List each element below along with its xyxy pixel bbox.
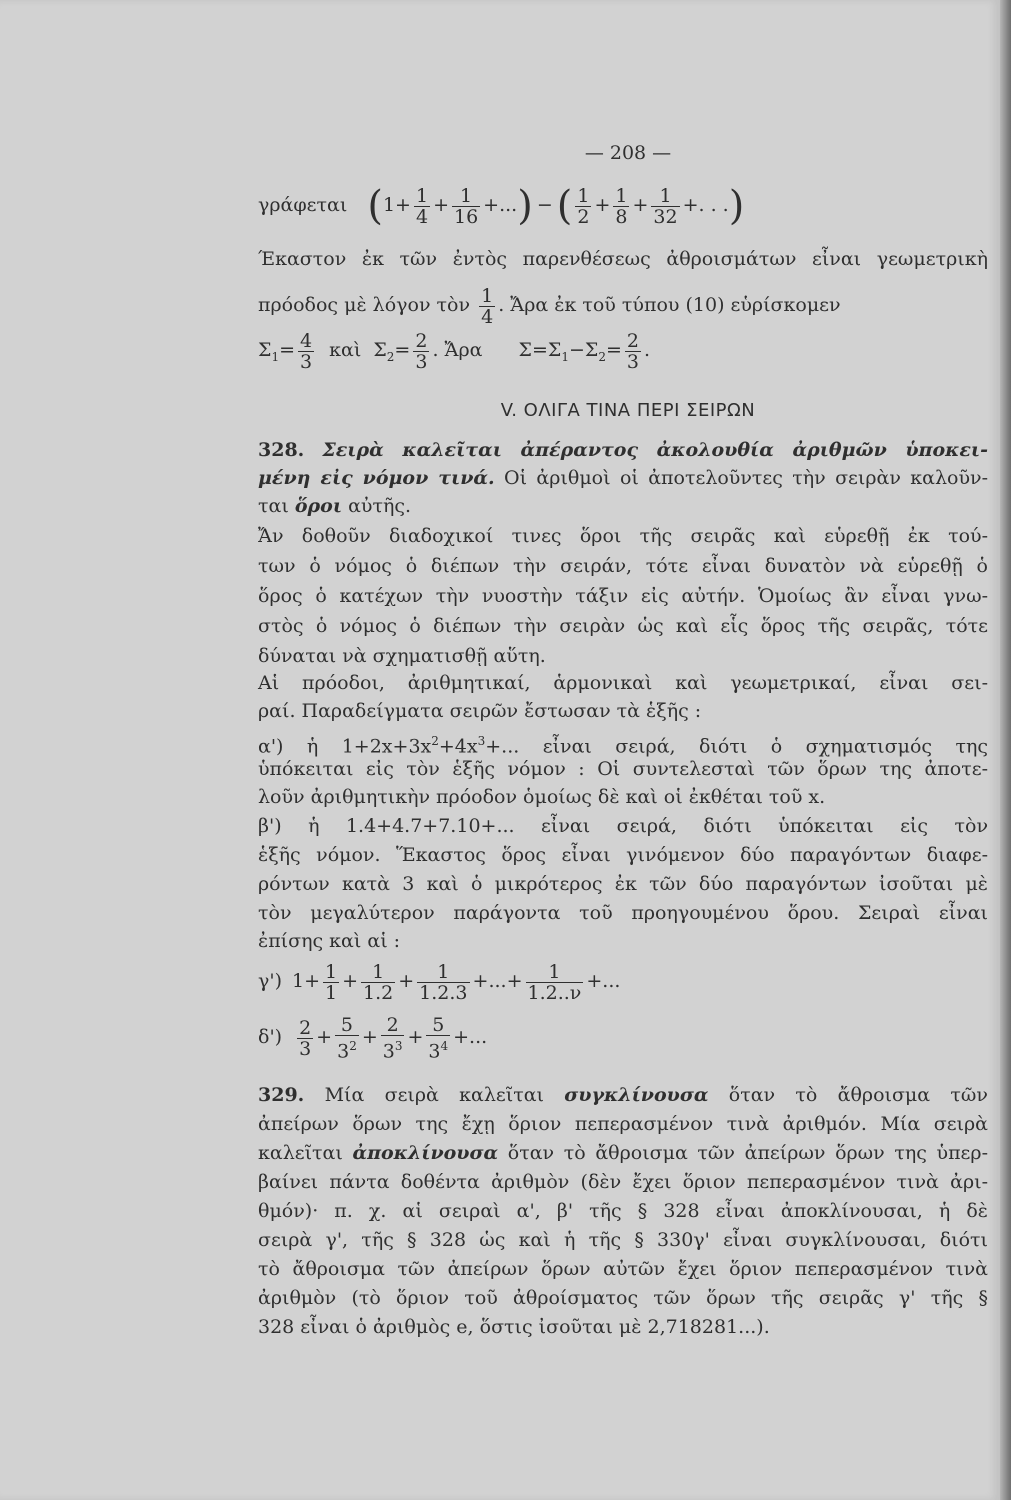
equation-sums-line: $\Sigma_1=$ $\frac{4}{3}$ καὶ $\Sigma_2=$ $\frac{2}{3}$ . Ἄρα $\Sigma=\Sigma_1-\Sigma_2=$ $\frac{2}{3}$ . xyxy=(258,329,651,373)
fraction: $\frac{1}{1}$ xyxy=(325,960,338,1004)
equation-ratio-line: πρόοδος μὲ λόγον τὸν $\frac{1}{4}$ . Ἄρα ἐκ τοῦ τύπου (10) εὑρίσκομεν xyxy=(258,284,841,328)
page-edge xyxy=(1000,0,1011,1500)
text-line: βαίνει πάντα δοθέντα ἀριθμὸν (δὲν ἔχει ὅριον πεπερασμένον τινὰ ἀρι- xyxy=(258,1171,988,1193)
equation-series-difference: γράφεται (1+ $\frac{1}{4}$ + $\frac{1}{16}$ +...) − ( $\frac{1}{2}$ + $\frac{1}{8}$ + $\frac{1}{32}$ +. . .) xyxy=(258,183,745,229)
section-heading: V. ΟΛΙΓΑ ΤΙΝΑ ΠΕΡΙ ΣΕΙΡΩΝ xyxy=(500,400,756,421)
text-line: ὅρος ὁ κατέχων τὴν νυοστὴν τάξιν εἰς αὐτήν. Ὁμοίως ἂν εἶναι γνω- xyxy=(258,585,988,607)
eq-dots: +... xyxy=(483,194,518,216)
equation-gamma: γ') 1+ $\frac{1}{1}$ + $\frac{1}{1.2}$ + $\frac{1}{1.2.3}$ +...+ $\frac{1}{1.2..\nu}$ +... xyxy=(258,960,621,1004)
text-line: σειρὰ γ', τῆς § 328 ὡς καὶ ἡ τῆς § 330γ' εἶναι συγκλίνουσαι, διότι xyxy=(258,1229,988,1251)
text-line: τὸ ἄθροισμα τῶν ἀπείρων ὅρων αὐτῶν ἔχει ὅριον πεπερασμένον τινὰ xyxy=(258,1258,988,1280)
text-line: ἀριθμὸν (τὸ ὅριον τοῦ ἀθροίσματος τῶν ὅρων τῆς σειρᾶς γ' τῆς § xyxy=(258,1287,988,1309)
fraction: $\frac{2}{3}$ xyxy=(626,329,639,373)
text-line: Έκαστον ἐκ τῶν ἐντὸς παρενθέσεως ἀθροισμάτων εἶναι γεωμετρικὴ xyxy=(258,248,988,270)
text-line: ἑξῆς νόμον. Ἕκαστος ὅρος εἶναι γινόμενον δύο παραγόντων διαφε- xyxy=(258,844,988,866)
text-line: ἐπίσης καὶ αἱ : xyxy=(258,930,401,952)
text-line: ται ὅροι αὐτῆς. xyxy=(258,495,412,517)
text-line: τὸν μεγαλύτερον παράγοντα τοῦ προηγουμένου ὅρου. Σειραὶ εἶναι xyxy=(258,902,988,924)
text-line: στὸς ὁ νόμος ὁ διέπων τὴν σειρὰν ὡς καὶ εἷς ὅρος τῆς σειρᾶς, τότε xyxy=(258,615,988,637)
fraction: $\frac{2}{3^3}$ xyxy=(382,1013,403,1063)
text-line: ἀπείρων ὅρων της ἔχῃ ὅριον πεπερασμένον τινὰ ἀριθμόν. Μία σειρὰ xyxy=(258,1113,988,1135)
text-line: ραί. Παραδείγματα σειρῶν ἔστωσαν τὰ ἑξῆς : xyxy=(258,700,702,722)
eq-term: 1+ xyxy=(382,194,411,216)
right-paren: ) xyxy=(517,183,533,229)
text-line: Αἱ πρόοδοι, ἀριθμητικαί, ἁρμονικαὶ καὶ γεωμετρικαί, εἶναι σει- xyxy=(258,672,988,694)
text-line: ὑπόκειται εἰς τὸν ἑξῆς νόμον : Οἱ συντελεσταὶ τῶν ὅρων της ἀποτε- xyxy=(258,758,988,780)
fraction: $\frac{1}{1.2..\nu}$ xyxy=(527,960,582,1004)
text-line: α') ἡ $1+2x+3x^2+4x^3+$... εἶναι σειρά, διότι ὁ σχηματισμός της xyxy=(258,734,988,758)
fraction: $\frac{1}{8}$ xyxy=(615,184,628,228)
text-line: ρόντων κατὰ 3 καὶ ὁ μικρότερος ἐκ τῶν δύο παραγόντων ἰσοῦται μὲ xyxy=(258,873,988,895)
fraction: $\frac{1}{1.2}$ xyxy=(363,960,394,1004)
text-line: δύναται νὰ σχηματισθῇ αὕτη. xyxy=(258,645,546,667)
fraction: $\frac{2}{3}$ xyxy=(299,1016,312,1060)
fraction: $\frac{1}{16}$ xyxy=(453,184,479,228)
text-line: β') ἡ 1.4+4.7+7.10+... εἶναι σειρά, διότι ὑπόκειται εἰς τὸν xyxy=(258,815,988,837)
text-line: Ἄν δοθοῦν διαδοχικοί τινες ὅροι τῆς σειρᾶς καὶ εὑρεθῇ ἐκ τού- xyxy=(258,525,988,547)
text-line: 329. Μία σειρὰ καλεῖται συγκλίνουσα ὅταν τὸ ἄθροισμα τῶν xyxy=(258,1084,988,1106)
right-paren: ) xyxy=(728,183,745,229)
fraction: $\frac{1}{4}$ xyxy=(481,284,494,328)
fraction: $\frac{5}{3^4}$ xyxy=(428,1013,449,1063)
fraction: $\frac{1}{4}$ xyxy=(415,184,429,228)
page-number: — 208 — xyxy=(584,142,672,164)
text-line: θμόν)· π. χ. αἱ σειραὶ α', β' τῆς § 328 εἶναι ἀποκλίνουσαι, ἡ δὲ xyxy=(258,1200,988,1222)
fraction: $\frac{2}{3}$ xyxy=(415,329,428,373)
equation-delta: δ') $\frac{2}{3}$ + $\frac{5}{3^2}$ + $\frac{2}{3^3}$ + $\frac{5}{3^4}$ +... xyxy=(258,1013,488,1063)
fraction: $\frac{4}{3}$ xyxy=(300,329,313,373)
text-line: των ὁ νόμος ὁ διέπων τὴν σειράν, τότε εἶναι δυνατὸν νὰ εὑρεθῇ ὁ xyxy=(258,555,988,577)
fraction: $\frac{1}{2}$ xyxy=(577,184,590,228)
fraction: $\frac{1}{1.2.3}$ xyxy=(419,960,468,1004)
text-line: μένη εἰς νόμον τινά. Οἱ ἀριθμοὶ οἱ ἀποτελοῦντες τὴν σειρὰν καλοῦν- xyxy=(258,467,988,489)
left-paren: ( xyxy=(556,183,573,229)
text-line: καλεῖται ἀποκλίνουσα ὅταν τὸ ἄθροισμα τῶν ἀπείρων ὅρων της ὑπερ- xyxy=(258,1142,988,1164)
text-line: λοῦν ἀριθμητικὴν πρόοδον ὁμοίως δὲ καὶ οἱ ἐκθέται τοῦ x. xyxy=(258,786,826,808)
text-line: 328 εἶναι ὁ ἀριθμὸς e, ὅστις ἰσοῦται μὲ 2,718281...). xyxy=(258,1316,770,1338)
text-line: 328. Σειρὰ καλεῖται ἀπέραντος ἀκολουθία ἀριθμῶν ὑποκει- xyxy=(258,439,989,461)
eq-dots: +. . . xyxy=(682,194,729,216)
fraction: $\frac{5}{3^2}$ xyxy=(337,1013,357,1063)
eq-lead-word: γράφεται xyxy=(258,194,348,216)
minus-sign: − xyxy=(536,194,553,216)
fraction: $\frac{1}{32}$ xyxy=(653,184,678,228)
left-paren: ( xyxy=(367,183,383,229)
